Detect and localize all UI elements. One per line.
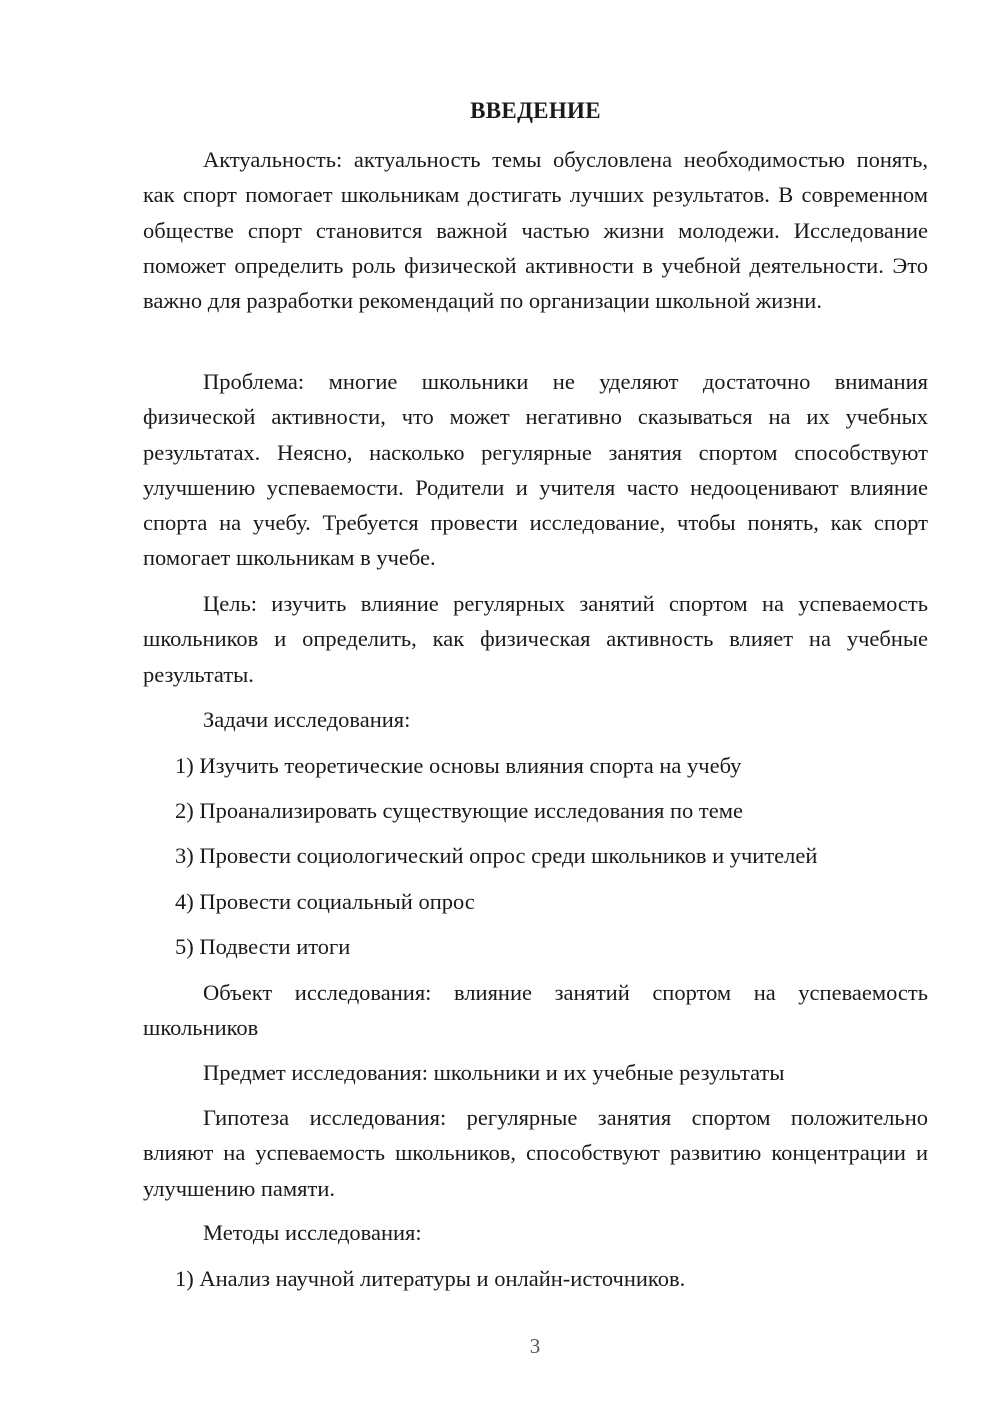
page-number: 3: [529, 1334, 541, 1358]
hypothesis-paragraph: Гипотеза исследования: регулярные занятия спортом положительно влияют на успеваемость школьников, способствуют развитию концентрации и улучшению памяти.: [143, 1105, 928, 1201]
task-item: 5) Подвести итоги: [175, 934, 351, 959]
object-paragraph: Объект исследования: влияние занятий спортом на успеваемость школьников: [143, 980, 928, 1041]
tasks-heading: Задачи исследования:: [203, 707, 411, 732]
subject-paragraph: Предмет исследования: школьники и их учебные результаты: [203, 1060, 785, 1085]
task-item: 2) Проанализировать существующие исследования по теме: [175, 798, 743, 823]
problem-paragraph: Проблема: многие школьники не уделяют достаточно внимания физической активности, что может негативно сказываться на их учебных результатах. Неясно, насколько регулярные занятия спортом способствуют улучшению успеваемости. Родители и учителя часто недооценивают влияние спорта на учебу. Требуется провести исследование, чтобы понять, как спорт помогает школьникам в учебе.: [143, 369, 928, 571]
task-item: 4) Провести социальный опрос: [175, 889, 475, 914]
task-item: 3) Провести социологический опрос среди школьников и учителей: [175, 843, 818, 868]
relevance-paragraph: Актуальность: актуальность темы обусловлена необходимостью понять, как спорт помогает школьникам достигать лучших результатов. В современном обществе спорт становится важной частью жизни молодежи. Исследование поможет определить роль физической активности в учебной деятельности. Это важно для разработки рекомендаций по организации школьной жизни.: [143, 147, 928, 314]
page-title: ВВЕДЕНИЕ: [470, 98, 601, 123]
methods-heading: Методы исследования:: [203, 1220, 422, 1245]
task-item: 1) Изучить теоретические основы влияния спорта на учебу: [175, 753, 742, 778]
method-item: 1) Анализ научной литературы и онлайн-источников.: [175, 1266, 686, 1291]
goal-paragraph: Цель: изучить влияние регулярных занятий спортом на успеваемость школьников и определить, как физическая активность влияет на учебные результаты.: [143, 591, 928, 687]
